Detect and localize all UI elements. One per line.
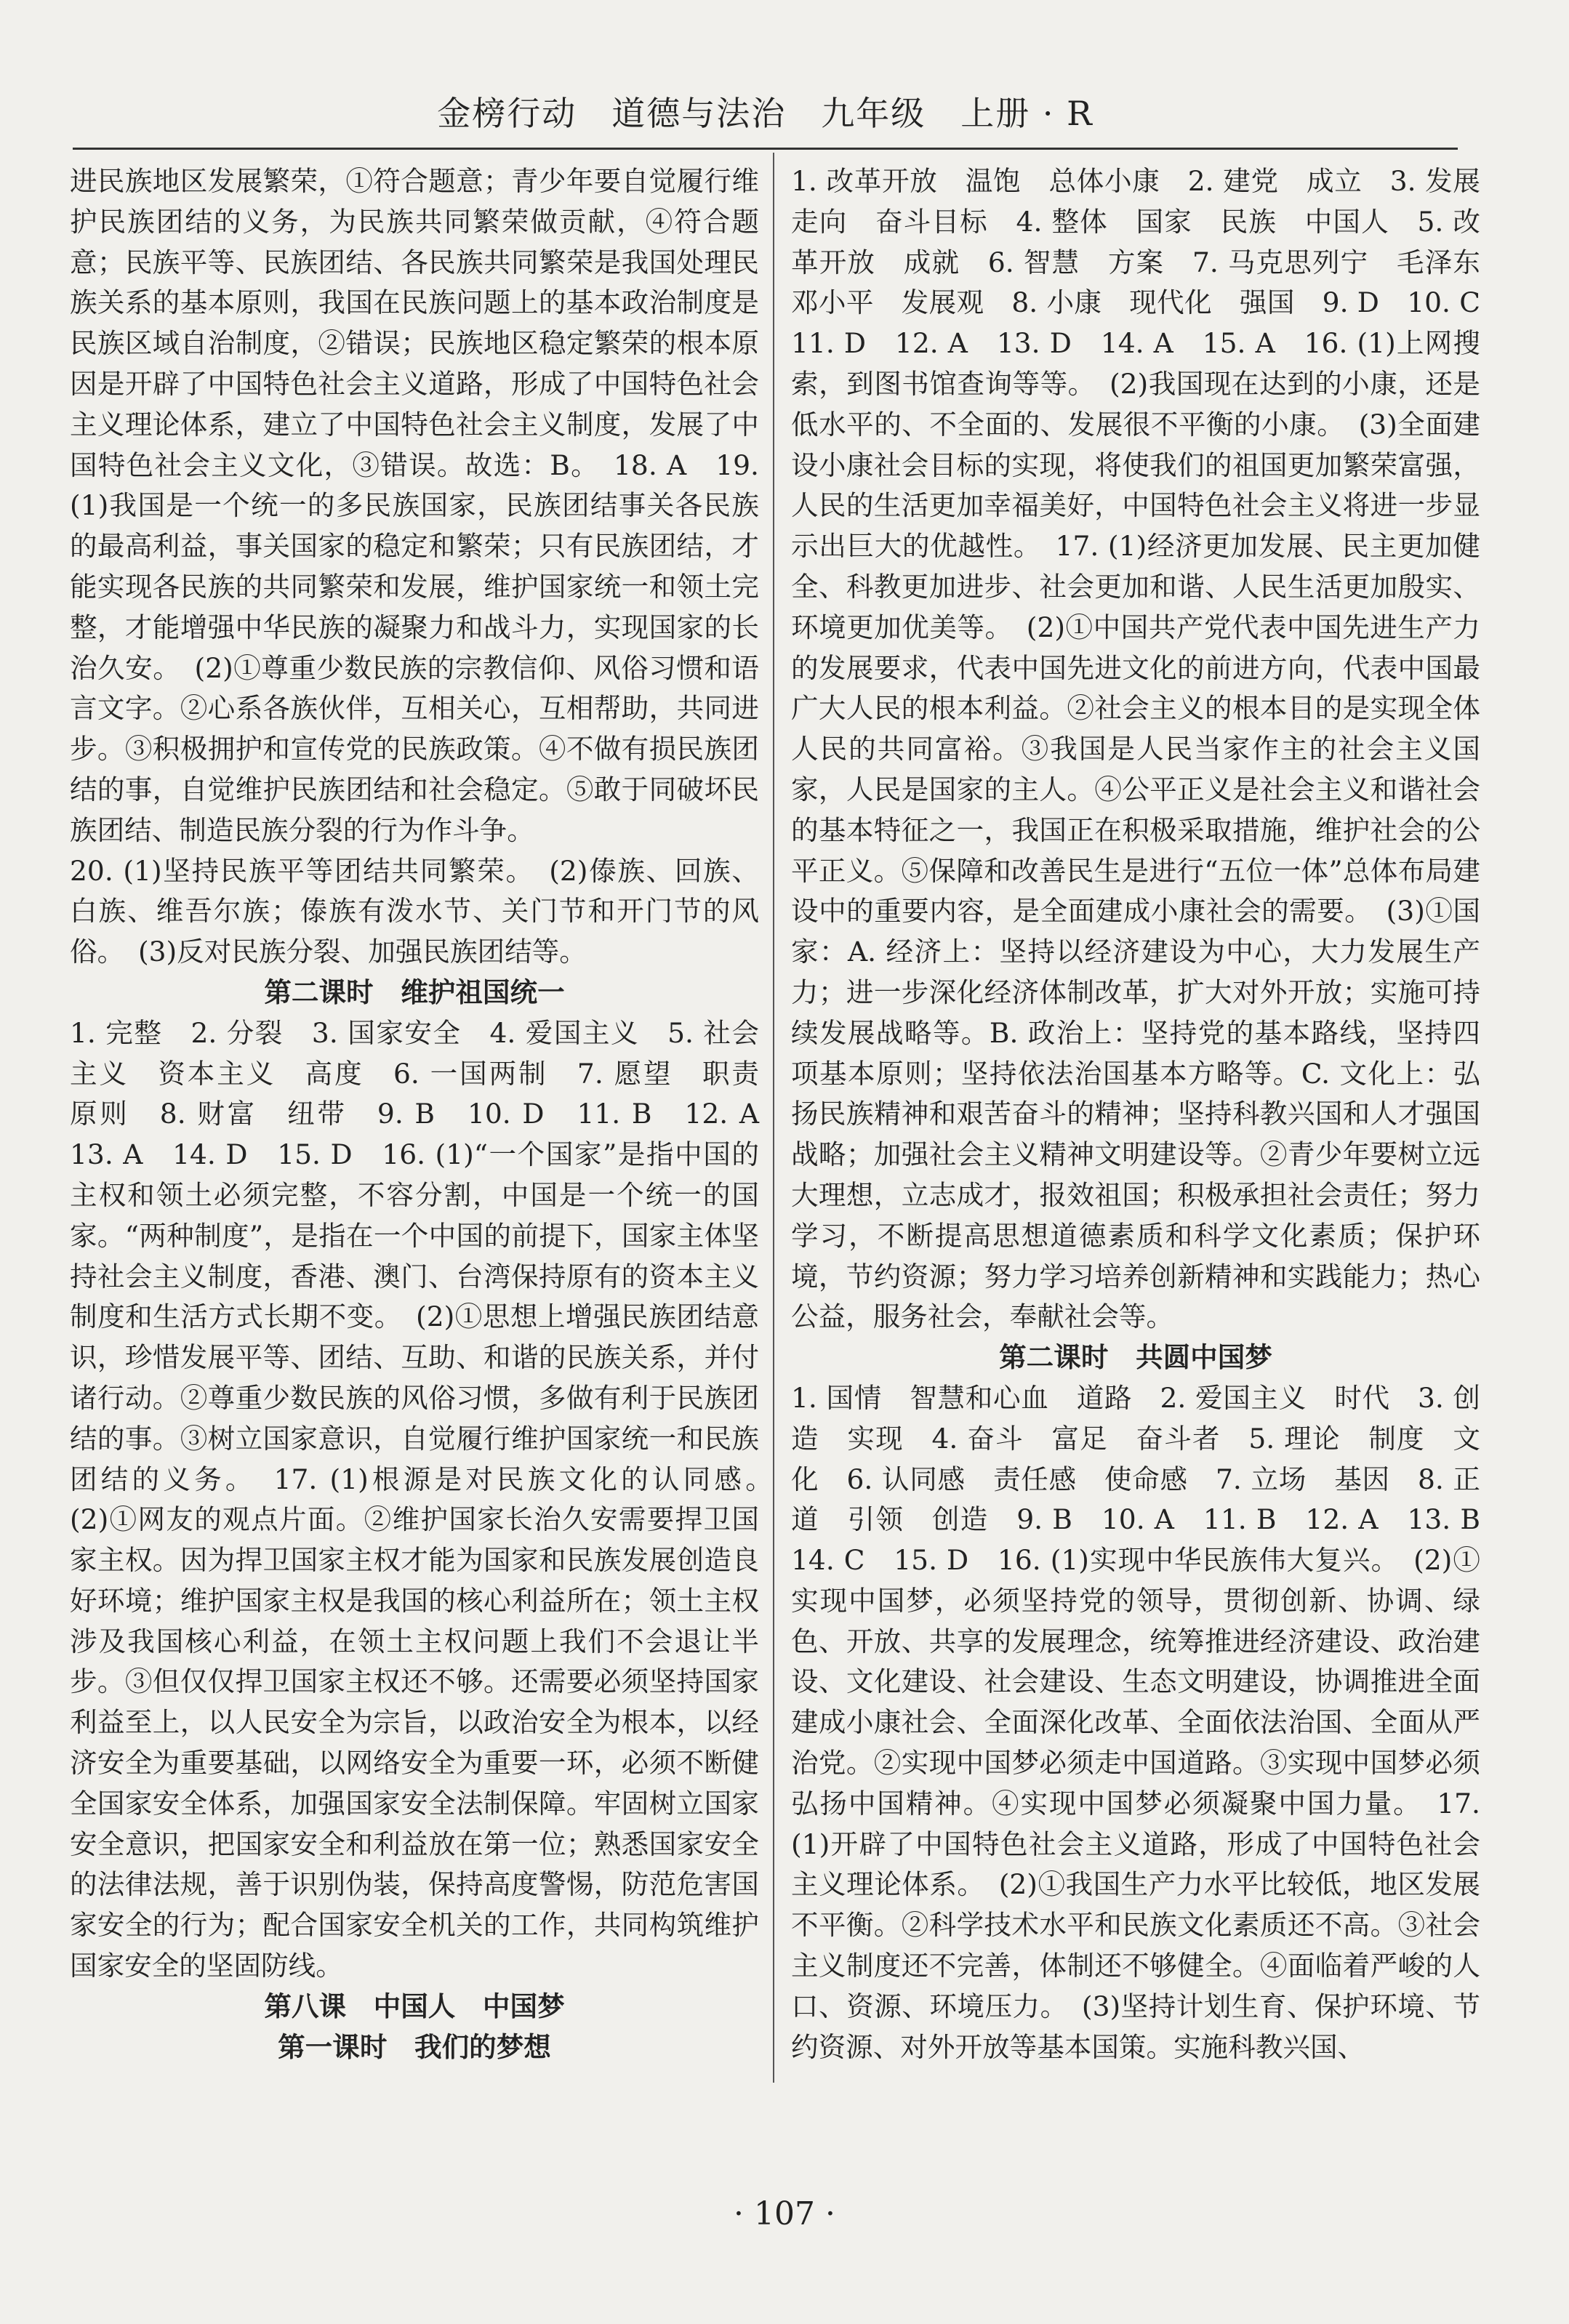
answer-paragraph: 1. 完整 2. 分裂 3. 国家安全 4. 爱国主义 5. 社会主义 资本主义 高度 6. 一国两制 7. 愿望 职责 原则 8. 财富 纽带 9. B 10. D 11. B 12. A 13. A 14. D 15. D 16. (1)“一个国家”是指中国的主权和领土必须完整，不容分割，中国是一个统一的国家。“两种制度”，是指在一个中国的前提下，国家主体坚持社会主义制度，香港、澳门、台湾保持原有的资本主义制度和生活方式长期不变。 (2)①思想上增强民族团结意识，珍惜发展平等、团结、互助、和谐的民族关系，并付诸行动。②尊重少数民族的风俗习惯，多做有利于民族团结的事。③树立国家意识，自觉履行维护国家统一和民族团结的义务。 17. (1)根源是对民族文化的认同感。 (2)①网友的观点片面。②维护国家长治久安需要捍卫国家主权。因为捍卫国家主权才能为国家和民族发展创造良好环境；维护国家主权是我国的核心利益所在；领土主权涉及我国核心利益，在领土主权问题上我们不会退让半步。③但仅仅捍卫国家主权还不够。还需要必须坚持国家利益至上，以人民安全为宗旨，以政治安全为根本，以经济安全为重要基础，以网络安全为重要一环，必须不断健全国家安全体系，加强国家安全法制保障。牢固树立国家安全意识，把国家安全和利益放在第一位；熟悉国家安全的法律法规，善于识别伪装，保持高度警惕，防范危害国家安全的行为；配合国家安全机关的工作，共同构筑维护国家安全的坚固防线。 bbox=[70, 1016, 787, 1982]
lesson-heading: 第八课 中国人 中国梦 bbox=[264, 1990, 565, 2022]
answer-paragraph: 20. (1)坚持民族平等团结共同繁荣。 (2)傣族、回族、白族、维吾尔族；傣族有泼水节、关门节和开门节的风俗。 (3)反对民族分裂、加强民族团结等。 bbox=[70, 854, 759, 968]
answer-paragraph: 进民族地区发展繁荣，①符合题意；青少年要自觉履行维护民族团结的义务，为民族共同繁荣做贡献，④符合题意；民族平等、民族团结、各民族共同繁荣是我国处理民族关系的基本原则，我国在民族问题上的基本政治制度是民族区域自治制度，②错误；民族地区稳定繁荣的根本原因是开辟了中国特色社会主义道路，形成了中国特色社会主义理论体系，建立了中国特色社会主义制度，发展了中国特色社会主义文化，③错误。故选：B。 18. A 19. (1)我国是一个统一的多民族国家，民族团结事关各民族的最高利益，事关国家的稳定和繁荣；只有民族团结，才能实现各民族的共同繁荣和发展，维护国家统一和领土完整，才能增强中华民族的凝聚力和战斗力，实现国家的长治久安。 (2)①尊重少数民族的宗教信仰、风俗习惯和语言文字。②心系各族伙伴，互相关心，互相帮助，共同进步。③积极拥护和宣传党的民族政策。④不做有损民族团结的事，自觉维护民族团结和社会稳定。⑤敢于同破坏民族团结、制造民族分裂的行为作斗争。 bbox=[70, 165, 759, 846]
answer-paragraph: 1. 改革开放 温饱 总体小康 2. 建党 成立 3. 发展走向 奋斗目标 4. 整体 国家 民族 中国人 5. 改革开放 成就 6. 智慧 方案 7. 马克思列宁 毛泽东 邓小平 发展观 8. 小康 现代化 强国 9. D 10. C 11. D 12. A 13. D 14. A 15. A 16. (1)上网搜索，到图书馆查询等等。 (2)我国现在达到的小康，还是低水平的、不全面的、发展很不平衡的小康。 (3)全面建设小康社会目标的实现，将使我们的祖国更加繁荣富强，人民的生活更加幸福美好，中国特色社会主义将进一步显示出巨大的优越性。 17. (1)经济更加发展、民主更加健全、科教更加进步、社会更加和谐、人民生活更加殷实、环境更加优美等。 (2)①中国共产党代表中国先进生产力的发展要求，代表中国先进文化的前进方向，代表中国最广大人民的根本利益。②社会主义的根本目的是实现全体人民的共同富裕。③我国是人民当家作主的社会主义国家，人民是国家的主人。④公平正义是社会主义和谐社会的基本特征之一，我国正在积极采取措施，维护社会的公平正义。⑤保障和改善民生是进行“五位一体”总体布局建设中的重要内容，是全面建成小康社会的需要。 (3)①国家：A. 经济上：坚持以经济建设为中心，大力发展生产力；进一步深化经济体制改革，扩大对外开放；实施可持续发展战略等。B. 政治上：坚持党的基本路线，坚持四项基本原则；坚持依法治国基本方略等。C. 文化上：弘扬民族精神和艰苦奋斗的精神；坚持科教兴国和人才强国战略；加强社会主义精神文明建设等。②青少年要树立远大理想，立志成才，报效祖国；积极承担社会责任；努力学习，不断提高思想道德素质和科学文化素质；保护环境，节约资源；努力学习培养创新精神和实践能力；热心公益，服务社会，奉献社会等。 bbox=[791, 165, 1508, 1333]
left-column bbox=[70, 161, 787, 2067]
right-column bbox=[791, 161, 1508, 2067]
header-rule bbox=[73, 148, 1458, 150]
running-header: 金榜行动 道德与法治 九年级 上册 · R bbox=[437, 94, 1094, 133]
answer-paragraph: 1. 国情 智慧和心血 道路 2. 爱国主义 时代 3. 创造 实现 4. 奋斗 富足 奋斗者 5. 理论 制度 文化 6. 认同感 责任感 使命感 7. 立场 基因 8. 正道 引领 创造 9. B 10. A 11. B 12. A 13. B 14. C 15. D 16. (1)实现中华民族伟大复兴。 (2)①实现中国梦，必须坚持党的领导，贯彻创新、协调、绿色、开放、共享的发展理念，统筹推进经济建设、政治建设、文化建设、社会建设、生态文明建设，协调推进全面建成小康社会、全面深化改革、全面依法治国、全面从严治党。②实现中国梦必须走中国道路。③实现中国梦必须弘扬中国精神。④实现中国梦必须凝聚中国力量。 17. (1)开辟了中国特色社会主义道路，形成了中国特色社会主义理论体系。 (2)①我国生产力水平比较低，地区发展不平衡。②科学技术水平和民族文化素质还不高。③社会主义制度还不完善，体制还不够健全。④面临着严峻的人口、资源、环境压力。 (3)坚持计划生育、保护环境、节约资源、对外开放等基本国策。实施科教兴国、 bbox=[791, 1381, 1508, 2063]
column-divider bbox=[773, 153, 774, 2083]
page-number: · 107 · bbox=[734, 2195, 835, 2232]
section-heading: 第二课时 维护祖国统一 bbox=[264, 976, 565, 1008]
section-heading: 第二课时 共圆中国梦 bbox=[999, 1341, 1272, 1374]
section-heading: 第一课时 我们的梦想 bbox=[278, 2030, 551, 2063]
